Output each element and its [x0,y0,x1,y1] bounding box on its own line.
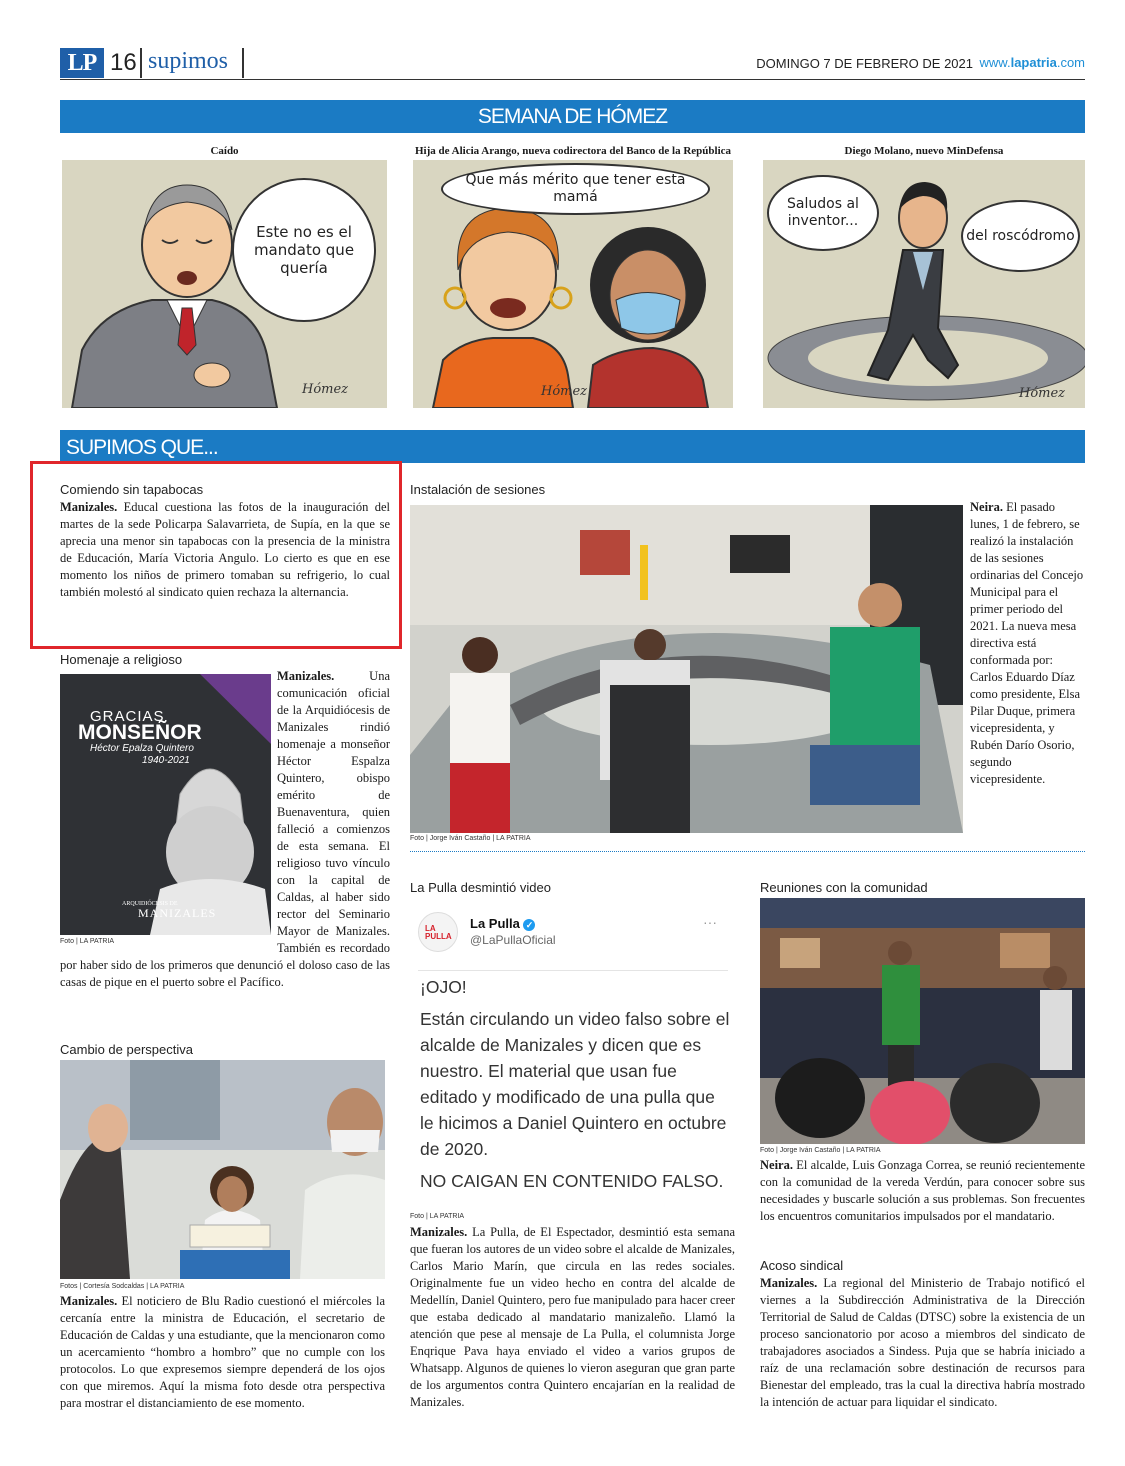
site-prefix: www. [979,55,1011,70]
tweet-body [420,974,730,1200]
article-text: La Pulla, de El Espectador, desmintió esta semana que fueran los autores de un video sobre el alcalde de Manizales, Carlos Mario Marín, que circula en las redes sociales. Originalmente fue un video hecho en contra del alcalde de Medellín, Daniel Quintero, pero fue manipulado para hacer creer que estaba dedicado al mandatario manizaleño. Llamó la atención que pese al mensaje de La Pulla, el columnista Jorge Enqrique Pava haya enviado el video a varios grupos de Whatsapp. Algunos de quienes lo vieron aseguran que gran parte de los argumentos contra Quintero encajarían en la realidad de Manizales. [410,1225,735,1409]
cartoon-title: Hija de Alicia Arango, nueva codirectora del Banco de la República [414,145,732,157]
cartoon-panel-2 [413,160,733,408]
article-kicker: La Pulla desmintió video [410,880,551,895]
article-lead: Manizales. [410,1225,468,1239]
article-lead: Manizales. [760,1276,818,1290]
cartoon-panel-3 [763,160,1085,408]
more-options-icon[interactable]: ··· [703,914,717,930]
tweet-avatar [418,912,458,952]
photo-text: ARQUIDIÓCESIS DE [122,901,178,907]
tweet-card [410,900,735,1205]
article-lead: Manizales. [277,669,335,683]
article-body [760,1275,1085,1411]
photo-text: GRACIAS [90,708,165,725]
artist-signature: Hómez [1019,386,1066,401]
article-kicker: Reuniones con la comunidad [760,880,928,895]
photo-illustration [60,1060,385,1279]
article-text: El noticiero de Blu Radio cuestionó el miércoles la cercanía entre la ministra de Educación, el secretario de Educación de Caldas y una estudiante, que la mencionaron como un acercamiento “hombro a hombro” que no cumple con los protocolos. Lo que expresemos siempre dependerá de los ojos con que miremos. Aquí la misma foto desde otra perspectiva para mostrar el distanciamiento de ese momento. [60,1294,385,1410]
tweet-paragraph: Están circulando un video falso sobre el alcalde de Manizales y dicen que es nuestro. El material que usan fue editado y modificado de una pulla que le hicimos a Daniel Quintero en octubre de 2020. [420,1009,730,1159]
speech-bubble: Este no es el mandato que quería [232,178,376,322]
verified-icon: ✓ [523,919,535,931]
cartoons-banner: SEMANA DE HÓMEZ [60,100,1085,133]
supimos-banner: SUPIMOS QUE... [60,430,1085,463]
article-text: La regional del Ministerio de Trabajo notificó el viernes a la Subdirección Administrativa de la Dirección Territorial de Salud de Caldas (DTSC) sobre la existencia de un proceso sancionatorio por acoso a miembros del sindicato de trabajadores asociados a Sindess. Puja que se habría iniciado a raíz de una reclamación sobre destinación de recursos para Bienestar del empleado, tras la cual la directiva habría mostrado la intención de actuar para liquidar el sindicato. [760,1276,1085,1409]
site-url[interactable] [980,55,1085,70]
article-kicker: Comiendo sin tapabocas [60,482,204,497]
highlight-box [30,461,402,649]
issue-date: DOMINGO 7 DE FEBRERO DE 2021 [756,56,973,71]
article-body [760,1157,1085,1225]
cartoon-title: Diego Molano, nuevo MinDefensa [844,145,1004,157]
article-lead: Manizales. [60,1294,118,1308]
article-kicker: Homenaje a religioso [60,652,183,667]
article-kicker: Cambio de perspectiva [60,1042,193,1057]
artist-signature: Hómez [302,382,349,397]
article-body [60,1293,385,1412]
la-patria-logo: LP [60,48,104,78]
page-number: 16 [110,49,137,76]
tweet-handle[interactable]: @LaPullaOficial [470,933,556,947]
article-text: Una comunicación oficial de la Arquidiócesis de Manizales rindió homenaje a monseñor Héctor Espalza Quintero, obispo emérito de Buenaventura, quien falleció a comienzos de esta semana. El religioso tuvo vínculo con la capital de Caldas, al haber sido rector del Seminario Mayor de Manizales. También es recordado por haber sido de los primeros que denunció el doloso caso de las casas de pique en el puerto sobre el Pacífico. [60,669,390,989]
tweet-divider [418,970,728,971]
header-rule [60,79,1085,80]
photo-text: MANIZALES [138,906,217,920]
article-body [60,668,390,991]
site-brand: lapatria [1010,55,1057,70]
text-wrap-spacer [60,668,277,949]
artist-signature: Hómez [541,384,588,399]
speech-bubble: Que más mérito que tener esta mamá [441,163,710,215]
article-body [410,1224,735,1411]
tweet-paragraph: NO CAIGAN EN CONTENIDO FALSO. [420,1171,724,1191]
article-lead: Neira. [970,500,1003,514]
photo-credit: Foto | LA PATRIA [410,1213,465,1220]
header-divider [140,48,142,78]
cartoon-panel-1 [62,160,387,408]
article-text: El pasado lunes, 1 de febrero, se realizó la instalación de las sesiones ordinarias del Concejo Municipal para el primer periodo del 2021. La nueva mesa directiva está conformada por: Carlos Eduardo Díaz como presidente, Elsa Pilar Duque, primera vicepresidenta, y Rubén Darío Osorio, segundo vicepresidente. [970,500,1084,786]
tweet-name: La Pulla [470,916,520,931]
speech-bubble: del roscódromo [961,200,1080,272]
tweet-author-name[interactable] [470,916,535,931]
article-text: El alcalde, Luis Gonzaga Correa, se reunió recientemente con la comunidad de la vereda Verdún, para conocer sobre sus necesidades y buscarle solución a sus problemas. Son frecuentes los encuentros comunitarios impulsados por el mandatario. [760,1158,1085,1223]
photo-text: MONSEÑOR [78,721,202,744]
perspectiva-photo [60,1060,385,1279]
photo-illustration [410,505,963,833]
page-header [60,46,1085,82]
site-suffix: .com [1056,55,1085,70]
photo-credit: Fotos | Cortesía Sodcaldas | LA PATRIA [60,1283,185,1290]
article-text: Educal cuestiona las fotos de la inauguración del martes de la sede Policarpa Salavarrieta, de Supía, en la que se aprecia una menor sin tapabocas con la presencia de la ministra de Educación, María Victoria Angulo. Lo cierto es que en ese momento los niños de primero tomaban su refrigerio, lo cual también molestó al sindicato quien rechaza la alternancia. [60,500,390,599]
article-lead: Neira. [760,1158,793,1172]
reuniones-photo [760,898,1085,1144]
photo-text: 1940-2021 [142,755,190,766]
photo-credit: Foto | LA PATRIA [60,938,115,945]
photo-credit: Foto | Jorge Iván Castaño | LA PATRIA [410,835,531,842]
section-divider [410,851,1085,852]
section-name: supimos [148,48,229,74]
photo-credit: Foto | Jorge Iván Castaño | LA PATRIA [760,1147,881,1154]
article-lead: Manizales. [60,500,118,514]
tweet-paragraph: ¡OJO! [420,977,467,997]
speech-bubble: Saludos al inventor... [767,175,879,251]
photo-text: Héctor Epalza Quintero [90,743,194,754]
article-body [970,499,1085,788]
article-kicker: Instalación de sesiones [410,482,546,497]
cartoon-title: Caído [210,145,239,157]
sesiones-photo [410,505,963,833]
avatar-text: LA PULLA [425,924,452,941]
article-kicker: Acoso sindical [760,1258,844,1273]
photo-illustration [760,898,1085,1144]
header-divider [242,48,244,78]
